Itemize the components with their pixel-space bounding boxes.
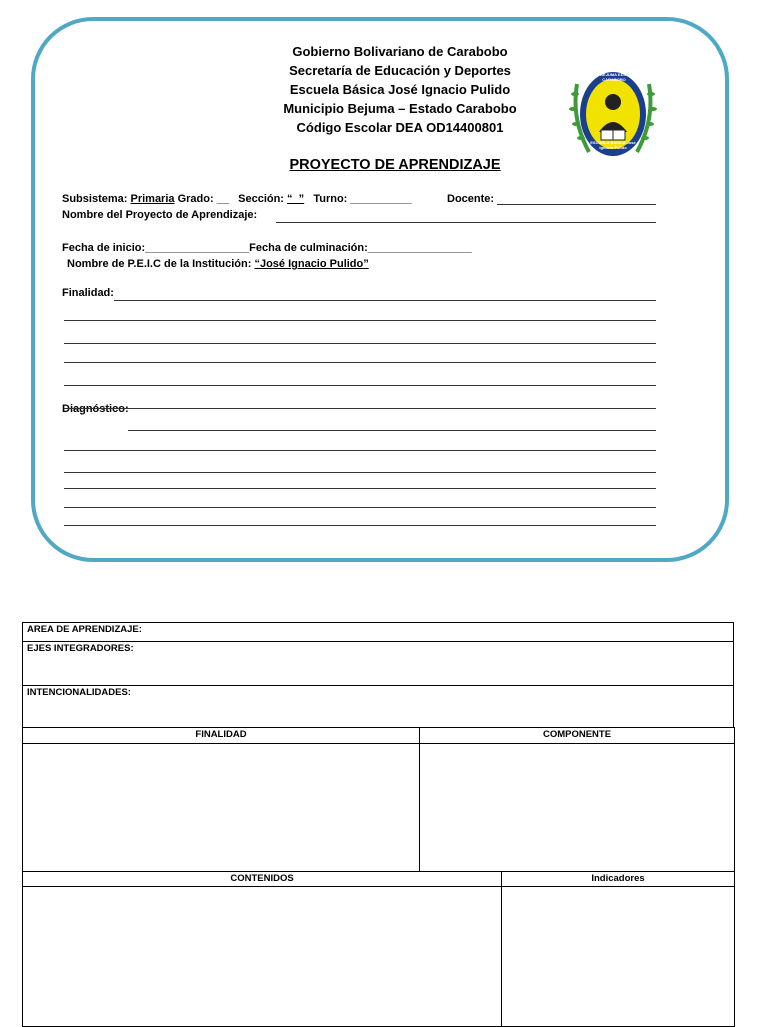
subsistema-row (62, 193, 412, 205)
finalidad-label: Finalidad: (62, 287, 114, 299)
finalidad-line[interactable] (64, 343, 656, 344)
finalidad-cell[interactable] (23, 744, 420, 872)
indicadores-header: Indicadores (502, 872, 735, 887)
nombre-proyecto-label: Nombre del Proyecto de Aprendizaje: (62, 209, 258, 221)
nombre-proyecto-field[interactable] (276, 222, 656, 223)
diagnostico-line[interactable] (64, 488, 656, 489)
diagnostico-line[interactable] (128, 430, 656, 431)
fecha-inicio-value[interactable]: _________________ (145, 242, 250, 254)
fecha-inicio-label: Fecha de inicio: (62, 242, 146, 254)
peic-label: Nombre de P.E.I.C de la Institución: (67, 258, 252, 270)
peic-row (67, 258, 369, 270)
finalidad-line[interactable] (64, 385, 656, 386)
diagnostico-line[interactable] (64, 450, 656, 451)
finalidad-componente-table (22, 727, 735, 872)
fechas-row (62, 242, 472, 254)
diagnostico-line[interactable] (64, 408, 656, 409)
seccion-value[interactable]: “_” (287, 193, 305, 205)
diagnostico-label: Diagnóstico: (62, 403, 129, 415)
diagnostico-line[interactable] (64, 472, 656, 473)
componente-header: COMPONENTE (420, 728, 735, 744)
diagnostico-line[interactable] (64, 525, 656, 526)
grado-label: Grado: (177, 193, 214, 205)
docente-field[interactable] (497, 204, 656, 205)
ejes-integradores-cell[interactable]: EJES INTEGRADORES: (23, 642, 734, 686)
contenidos-header: CONTENIDOS (23, 872, 502, 887)
componente-cell[interactable] (420, 744, 735, 872)
indicadores-cell[interactable] (502, 887, 735, 1027)
header-line-government: Gobierno Bolivariano de Carabobo (292, 44, 508, 59)
finalidad-header: FINALIDAD (23, 728, 420, 744)
header-line-municipality: Municipio Bejuma – Estado Carabobo (283, 101, 517, 116)
intencionalidades-cell[interactable]: INTENCIONALIDADES: (23, 686, 734, 728)
docente-label: Docente: (447, 193, 495, 205)
area-aprendizaje-cell[interactable]: AREA DE APRENDIZAJE: (23, 623, 734, 642)
turno-value[interactable]: __________ (350, 193, 412, 205)
fecha-culminacion-label: Fecha de culminación: (249, 242, 368, 254)
subsistema-label: Subsistema: (62, 193, 128, 205)
finalidad-line[interactable] (64, 362, 656, 363)
subsistema-value[interactable]: Primaria (130, 193, 175, 205)
header-line-secretaria: Secretaría de Educación y Deportes (289, 63, 511, 78)
page-title: PROYECTO DE APRENDIZAJE (289, 157, 501, 173)
diagnostico-line[interactable] (64, 507, 656, 508)
finalidad-line[interactable] (114, 300, 656, 301)
seccion-label: Sección: (238, 193, 284, 205)
grado-value[interactable]: __ (216, 193, 229, 205)
fecha-culminacion-value[interactable]: _________________ (367, 242, 472, 254)
turno-label: Turno: (313, 193, 348, 205)
header-line-code: Código Escolar DEA OD14400801 (296, 120, 504, 135)
logo-bottom-text: ESCUELA BASICA José Ignacio Pulido (590, 140, 636, 150)
contenidos-indicadores-table (22, 871, 735, 1027)
contenidos-cell[interactable] (23, 887, 502, 1027)
logo-top-text: BEJUMA EDO. CARABOBO (600, 72, 628, 82)
finalidad-line[interactable] (64, 320, 656, 321)
plan-table (22, 622, 734, 728)
header-line-school: Escuela Básica José Ignacio Pulido (289, 82, 511, 97)
peic-value: “José Ignacio Pulido” (254, 258, 369, 270)
